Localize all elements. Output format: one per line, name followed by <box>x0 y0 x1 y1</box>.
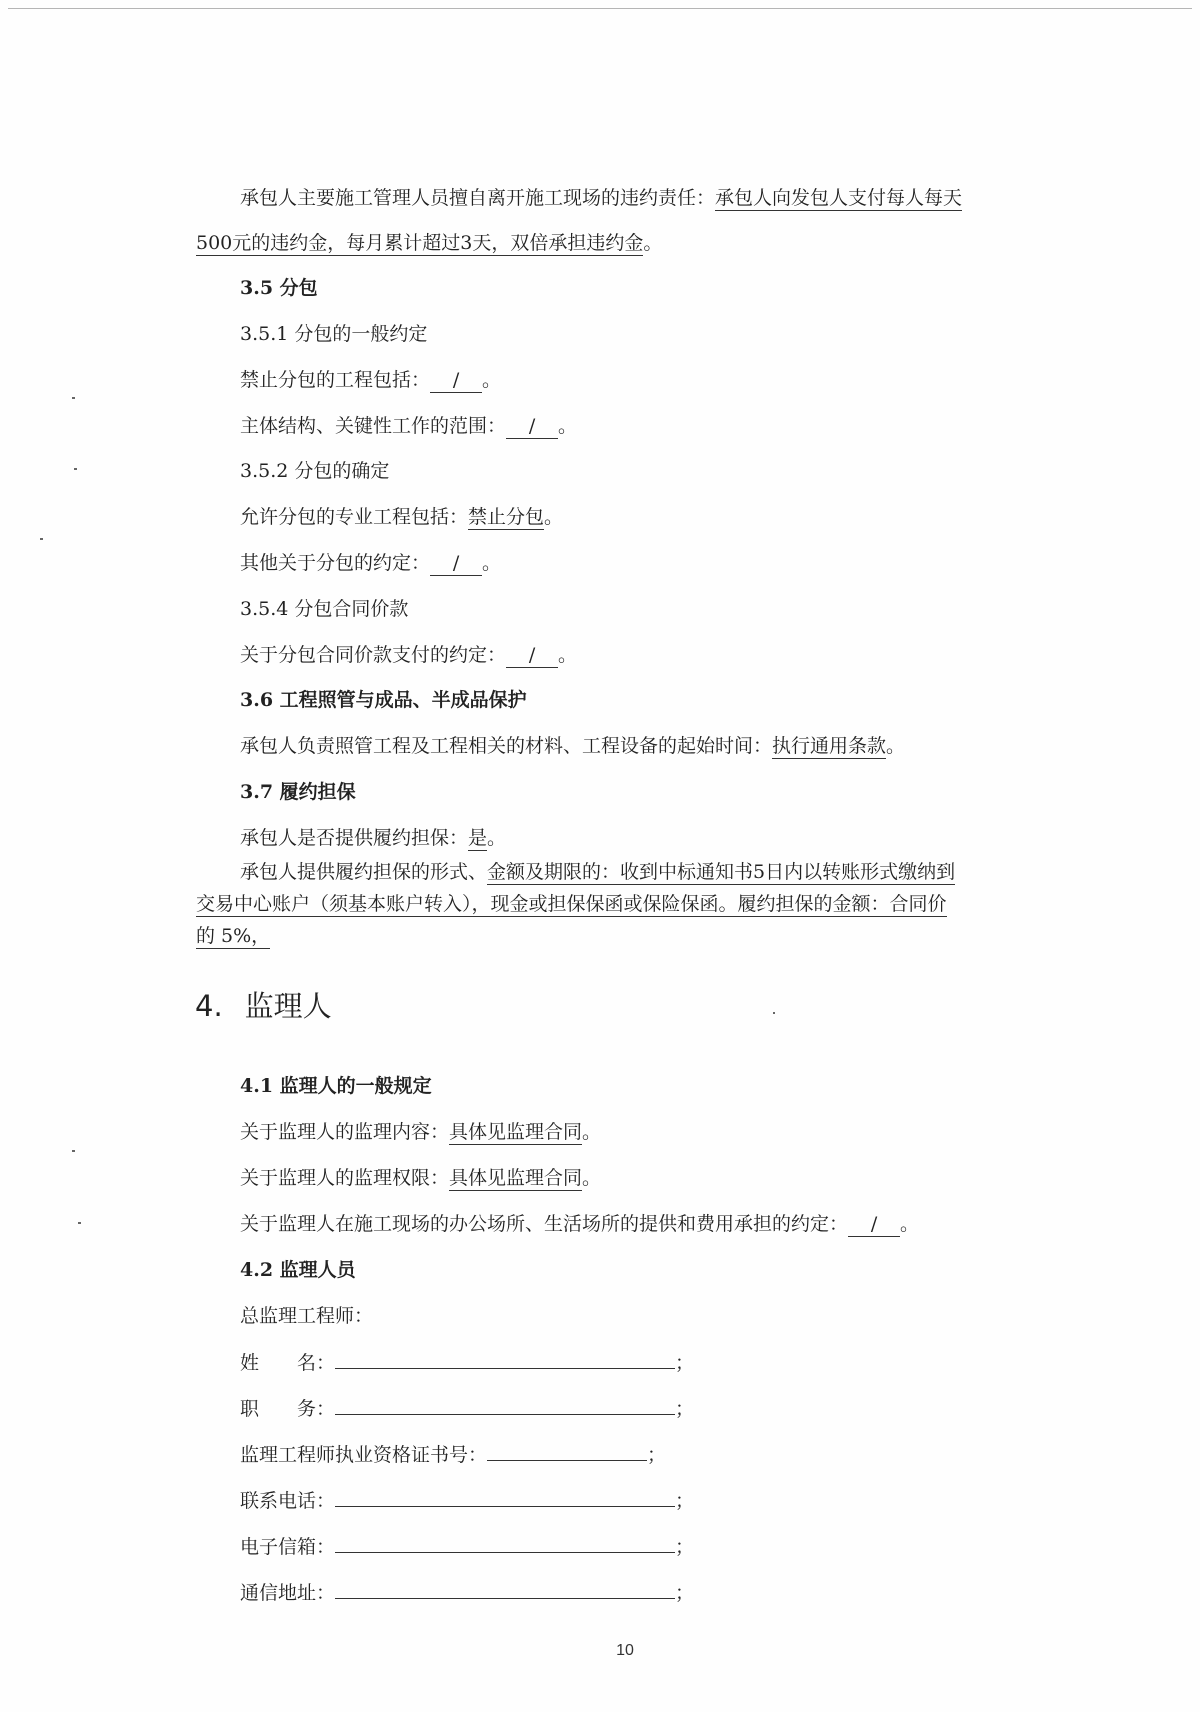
main-structure-line: 主体结构、关键性工作的范围： / 。 <box>240 415 578 437</box>
heading-3-5-1: 3.5.1 分包的一般约定 <box>240 323 428 345</box>
forbidden-subcontract-line: 禁止分包的工程包括： / 。 <box>240 369 502 391</box>
field-phone-line: 联系电话： ； <box>240 1490 695 1512</box>
payment-value: / <box>506 643 558 668</box>
field-address-line: 通信地址： ； <box>240 1582 695 1604</box>
care-value: 执行通用条款 <box>772 735 887 757</box>
guarantee-provide-value: 是 <box>468 827 488 849</box>
allowed-subcontract-line: 允许分包的专业工程包括：禁止分包。 <box>240 506 564 528</box>
scan-top-border <box>8 8 1192 9</box>
chief-engineer-label: 总监理工程师： <box>240 1305 374 1327</box>
forbidden-value: / <box>430 368 482 393</box>
breach-line-1 <box>240 186 962 210</box>
guarantee-form-line-2: 交易中心账户（须基本账户转入），现金或担保保函或保险保函。履约担保的金额：合同价 <box>196 893 947 915</box>
page-number: 10 <box>616 1642 634 1659</box>
field-name-line: 姓 名： ； <box>240 1352 695 1374</box>
name-blank <box>335 1350 675 1369</box>
other-value: / <box>430 551 482 576</box>
scan-speck <box>773 1012 775 1014</box>
supervision-content-line: 关于监理人的监理内容：具体见监理合同。 <box>240 1121 602 1143</box>
breach-label: 承包人主要施工管理人员擅自离开施工现场的违约责任： <box>240 187 716 209</box>
guarantee-provide-line: 承包人是否提供履约担保：是。 <box>240 827 507 849</box>
scan-speck <box>78 1222 81 1224</box>
office-value: / <box>848 1212 900 1237</box>
scan-speck <box>72 1150 75 1152</box>
position-blank <box>335 1396 675 1415</box>
field-email-line: 电子信箱： ； <box>240 1536 695 1558</box>
supervision-content-value: 具体见监理合同 <box>449 1121 583 1143</box>
email-blank <box>335 1534 675 1553</box>
scan-speck <box>40 538 43 540</box>
heading-3-5: 3.5 分包 <box>240 277 318 299</box>
phone-blank <box>335 1488 675 1507</box>
supervision-authority-line: 关于监理人的监理权限：具体见监理合同。 <box>240 1167 602 1189</box>
heading-4-2: 4.2 监理人员 <box>240 1259 356 1281</box>
heading-3-5-2: 3.5.2 分包的确定 <box>240 460 390 482</box>
guarantee-form-line-3: 的 5%， <box>196 925 271 947</box>
supervision-authority-value: 具体见监理合同 <box>449 1167 583 1189</box>
heading-4: 4. 监理人 <box>195 989 332 1023</box>
breach-value-2: 500元的违约金，每月累计超过3天，双倍承担违约金 <box>196 232 644 254</box>
scan-speck <box>74 468 77 470</box>
heading-3-6: 3.6 工程照管与成品、半成品保护 <box>240 689 527 711</box>
guarantee-form-line-1: 承包人提供履约担保的形式、金额及期限的：收到中标通知书5日内以转账形式缴纳到 <box>240 861 956 883</box>
allowed-value: 禁止分包 <box>468 506 545 528</box>
subcontract-payment-line: 关于分包合同价款支付的约定： / 。 <box>240 644 578 666</box>
breach-value-1: 承包人向发包人支付每人每天 <box>715 187 963 209</box>
other-subcontract-line: 其他关于分包的约定： / 。 <box>240 552 502 574</box>
field-position-line: 职 务： ； <box>240 1398 695 1420</box>
cert-blank <box>487 1442 647 1461</box>
main-structure-value: / <box>506 414 558 439</box>
care-start-line: 承包人负责照管工程及工程相关的材料、工程设备的起始时间：执行通用条款。 <box>240 735 906 757</box>
address-blank <box>335 1580 675 1599</box>
heading-3-5-4: 3.5.4 分包合同价款 <box>240 598 409 620</box>
heading-3-7: 3.7 履约担保 <box>240 781 356 803</box>
field-cert-line: 监理工程师执业资格证书号： ； <box>240 1444 667 1466</box>
office-provision-line: 关于监理人在施工现场的办公场所、生活场所的提供和费用承担的约定： / 。 <box>240 1213 920 1235</box>
breach-line-2: 500元的违约金，每月累计超过3天，双倍承担违约金。 <box>196 232 663 254</box>
heading-4-1: 4.1 监理人的一般规定 <box>240 1075 432 1097</box>
scan-speck <box>72 397 75 399</box>
